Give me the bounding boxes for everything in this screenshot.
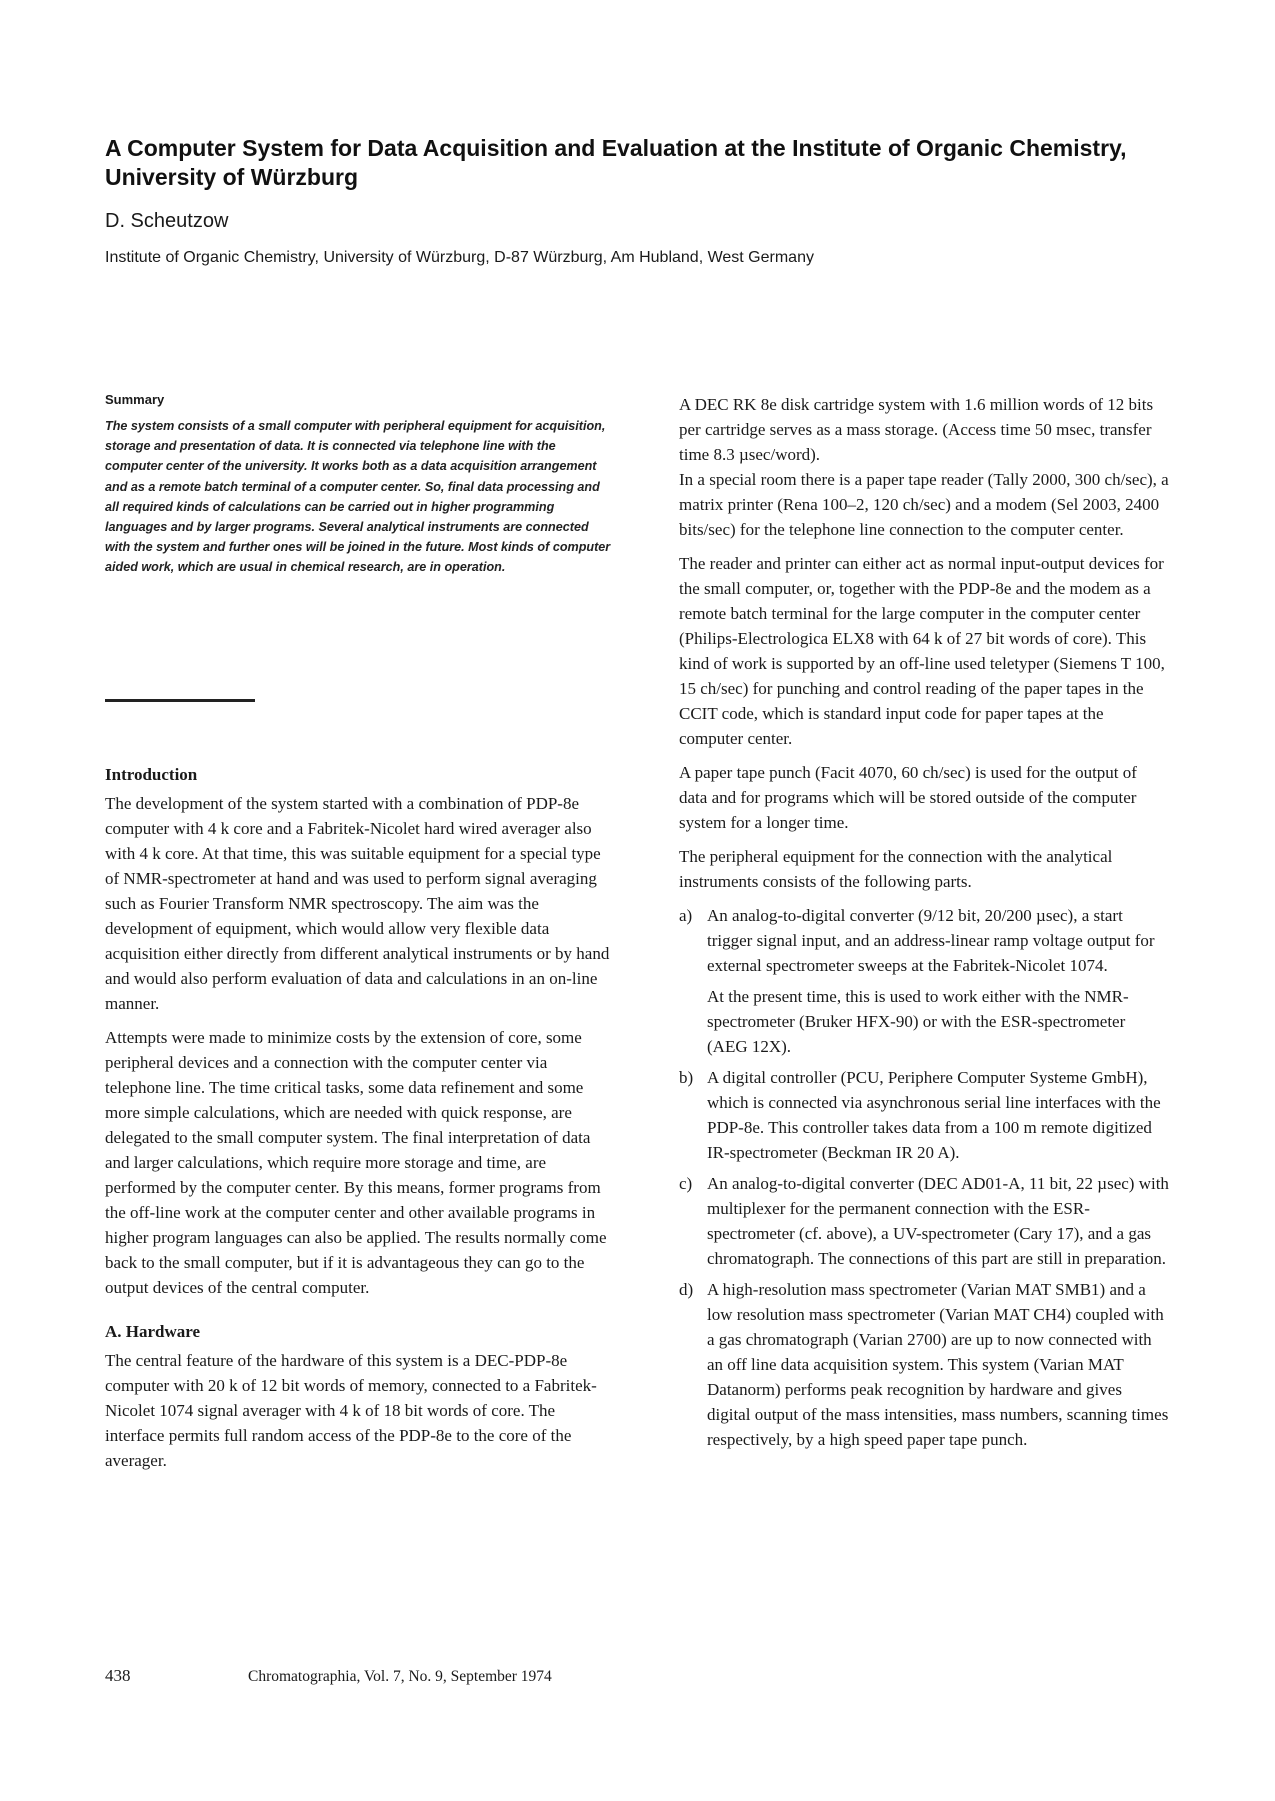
- introduction-heading: Introduction: [105, 765, 198, 784]
- hardware-heading: A. Hardware: [105, 1322, 201, 1341]
- list-item: [679, 903, 1169, 1059]
- list-item-text: A digital controller (PCU, Periphere Computer Systeme GmbH), which is connected via asynchronous serial line interfaces with the PDP-8e. This controller takes data from a 100 m remote digitized IR-spectrometer (Beckman IR 20 A).: [707, 1068, 1161, 1162]
- body-paragraph: A paper tape punch (Facit 4070, 60 ch/sec) is used for the output of data and for programs which will be stored outside of the computer system for a longer time.: [679, 763, 1137, 832]
- hardware-paragraph: The central feature of the hardware of this system is a DEC-PDP-8e computer with 20 k of 12 bit words of memory, connected to a Fabritek-Nicolet 1074 signal averager with 4 k of 18 bit words of core. The interface permits full random access of the PDP-8e to the core of the averager.: [105, 1351, 597, 1470]
- left-column: [105, 765, 610, 1482]
- section-divider: [105, 699, 255, 702]
- list-item-label: b): [679, 1068, 694, 1087]
- list-item-text: An analog-to-digital converter (DEC AD01-A, 11 bit, 22 µsec) with multiplexer for the permanent connection with the ESR-spectrometer (cf. above), a UV-spectrometer (Cary 17), and a gas chromatograph. The connections of this part are still in preparation.: [707, 1174, 1169, 1268]
- introduction-paragraph: Attempts were made to minimize costs by the extension of core, some peripheral devices and a connection with the computer center via telephone line. The time critical tasks, some data refinement and some more simple calculations, which are needed with quick response, are delegated to the small computer system. The final interpretation of data and larger calculations, which require more storage and time, are performed by the computer center. By this means, former programs from the off-line work at the computer center and other available programs in higher program languages can also be applied. The results normally come back to the small computer, but if it is advantageous they can go to the output devices of the central computer.: [105, 1028, 607, 1297]
- body-paragraph: The peripheral equipment for the connection with the analytical instruments consists of the following parts.: [679, 847, 1113, 891]
- introduction-paragraph: The development of the system started with a combination of PDP-8e computer with 4 k core and a Fabritek-Nicolet hard wired averager also with 4 k core. At that time, this was suitable equipment for a special type of NMR-spectrometer at hand and was used to perform signal averaging such as Fourier Transform NMR spectroscopy. The aim was the development of equipment, which would allow very flexible data acquisition either directly from different analytical instruments or by hand and would also perform evaluation of data and calculations in an on-line manner.: [105, 794, 610, 1013]
- list-item-text: At the present time, this is used to work either with the NMR-spectrometer (Bruker HFX-90) or with the ESR-spectrometer (AEG 12X).: [707, 987, 1129, 1056]
- author-affiliation: Institute of Organic Chemistry, University of Würzburg, D-87 Würzburg, Am Hubland, West Germany: [105, 249, 814, 266]
- journal-citation: Chromatographia, Vol. 7, No. 9, September 1974: [248, 1668, 552, 1685]
- list-item: [679, 1171, 1169, 1271]
- body-paragraph: A DEC RK 8e disk cartridge system with 1.6 million words of 12 bits per cartridge serves as a mass storage. (Access time 50 msec, transfer time 8.3 µsec/word).: [679, 395, 1154, 464]
- body-paragraph: In a special room there is a paper tape reader (Tally 2000, 300 ch/sec), a matrix printer (Rena 100–2, 120 ch/sec) and a modem (Sel 2003, 2400 bits/sec) for the telephone line connection to the computer center.: [679, 470, 1169, 539]
- summary-section: [105, 392, 615, 578]
- list-item-label: d): [679, 1280, 694, 1299]
- body-paragraph: The reader and printer can either act as normal input-output devices for the small computer, or, together with the PDP-8e and the modem as a remote batch terminal for the large computer in the computer center (Philips-Electrologica ELX8 with 64 k of 27 bit words of core). This kind of work is supported by an off-line used teletyper (Siemens T 100, 15 ch/sec) for punching and control reading of the paper tapes in the CCIT code, which is standard input code for paper tapes at the computer center.: [679, 554, 1165, 748]
- list-item-text: A high-resolution mass spectrometer (Varian MAT SMB1) and a low resolution mass spectrometer (Varian MAT CH4) coupled with a gas chromatograph (Varian 2700) are up to now connected with an off line data acquisition system. This system (Varian MAT Datanorm) performs peak recognition by hardware and gives digital output of the mass intensities, mass numbers, scanning times respectively, by a high speed paper tape punch.: [707, 1280, 1169, 1449]
- list-item-label: a): [679, 906, 693, 925]
- list-item-label: c): [679, 1174, 693, 1193]
- summary-heading: Summary: [105, 392, 165, 407]
- author-name: D. Scheutzow: [105, 210, 229, 232]
- list-item-text: An analog-to-digital converter (9/12 bit, 20/200 µsec), a start trigger signal input, and an address-linear ramp voltage output for external spectrometer sweeps at the Fabritek-Nicolet 1074.: [707, 906, 1155, 975]
- list-item: [679, 1277, 1169, 1452]
- summary-text: The system consists of a small computer with peripheral equipment for acquisition, storage and presentation of data. It is connected via telephone line with the computer center of the university. It works both as a data acquisition arrangement and as a remote batch terminal of a computer center. So, final data processing and all required kinds of calculations can be carried out in higher programming languages and by larger programs. Several analytical instruments are connected with the system and further ones will be joined in the future. Most kinds of computer aided work, which are usual in chemical research, are in operation.: [105, 419, 611, 575]
- list-item: [679, 1065, 1169, 1165]
- right-column: [679, 392, 1169, 1458]
- paper-title: A Computer System for Data Acquisition and Evaluation at the Institute of Organic Chemistry, University of Würzburg: [105, 135, 1127, 190]
- page-number: 438: [105, 1666, 131, 1685]
